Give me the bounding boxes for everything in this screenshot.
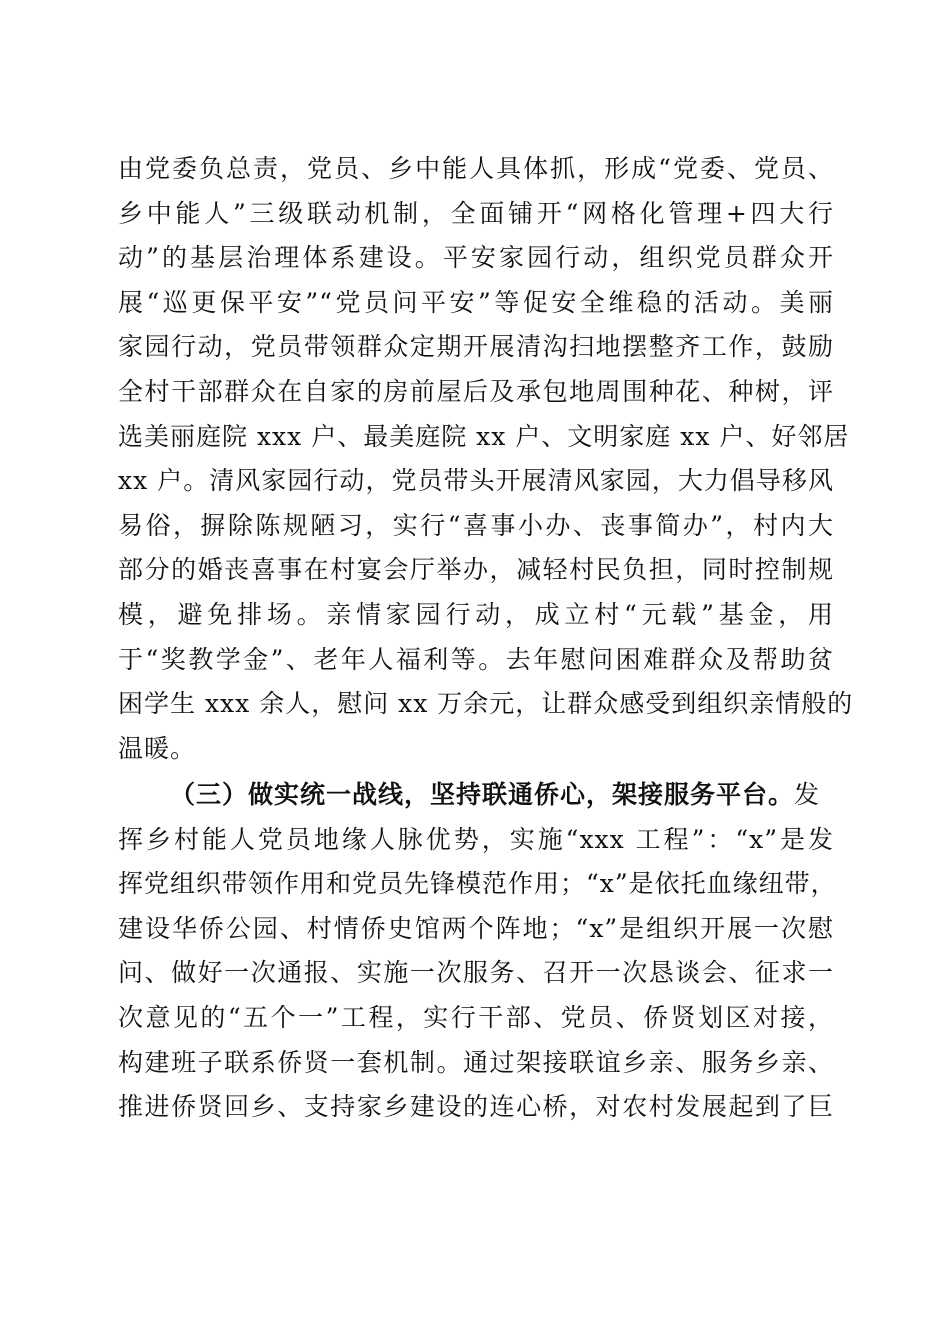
paragraph-line: 于“奖教学金”、老年人福利等。去年慰问困难群众及帮助贫 xyxy=(118,644,834,674)
section-heading: （三）做实统一战线，坚持联通侨心，架接服务平台。 xyxy=(170,780,795,809)
heading-line-continuation: 发 xyxy=(794,780,821,809)
paragraph-line: 动”的基层治理体系建设。平安家园行动，组织党员群众开 xyxy=(118,243,834,273)
paragraph-line: xx 户。清风家园行动，党员带头开展清风家园，大力倡导移风 xyxy=(118,466,834,496)
paragraph-line: 全村干部群众在自家的房前屋后及承包地周围种花、种树，评 xyxy=(118,376,834,406)
paragraph-line: 展“巡更保平安”“党员问平安”等促安全维稳的活动。美丽 xyxy=(118,287,834,317)
paragraph-line: 问、做好一次通报、实施一次服务、召开一次恳谈会、征求一 xyxy=(118,958,834,988)
paragraph-line: 部分的婚丧喜事在村宴会厅举办，减轻村民负担，同时控制规 xyxy=(118,555,834,585)
paragraph-line: 易俗，摒除陈规陋习，实行“喜事小办、丧事简办”，村内大 xyxy=(118,510,834,540)
body-paragraph-1 xyxy=(118,147,854,771)
paragraph-line: 次意见的“五个一”工程，实行干部、党员、侨贤划区对接， xyxy=(118,1002,834,1032)
paragraph-line: 选美丽庭院 xxx 户、最美庭院 xx 户、文明家庭 xx 户、好邻居 xyxy=(118,421,850,451)
body-paragraph-2 xyxy=(118,773,838,1130)
paragraph-line: 推进侨贤回乡、支持家乡建设的连心桥，对农村发展起到了巨 xyxy=(118,1092,834,1122)
paragraph-line: 建设华侨公园、村情侨史馆两个阵地；“x”是组织开展一次慰 xyxy=(118,913,834,943)
paragraph-line: 挥乡村能人党员地缘人脉优势，实施“xxx 工程”：“x”是发 xyxy=(118,824,834,854)
paragraph-line: 模，避免排场。亲情家园行动，成立村“元载”基金，用 xyxy=(118,599,834,629)
paragraph-line: 由党委负总责，党员、乡中能人具体抓，形成“党委、党员、 xyxy=(118,154,834,183)
paragraph-line: 构建班子联系侨贤一套机制。通过架接联谊乡亲、服务乡亲、 xyxy=(118,1047,834,1077)
paragraph-first-line xyxy=(118,773,838,818)
paragraph-line: 乡中能人”三级联动机制，全面铺开“网格化管理+四大行 xyxy=(118,198,834,228)
paragraph-line: 挥党组织带领作用和党员先锋模范作用；“x”是依托血缘纽带， xyxy=(118,869,837,899)
paragraph-line: 家园行动，党员带领群众定期开展清沟扫地摆整齐工作，鼓励 xyxy=(118,332,834,362)
paragraph-line: 困学生 xxx 余人，慰问 xx 万余元，让群众感受到组织亲情般的 xyxy=(118,689,854,719)
paragraph-line-last: 温暖。 xyxy=(118,733,197,763)
